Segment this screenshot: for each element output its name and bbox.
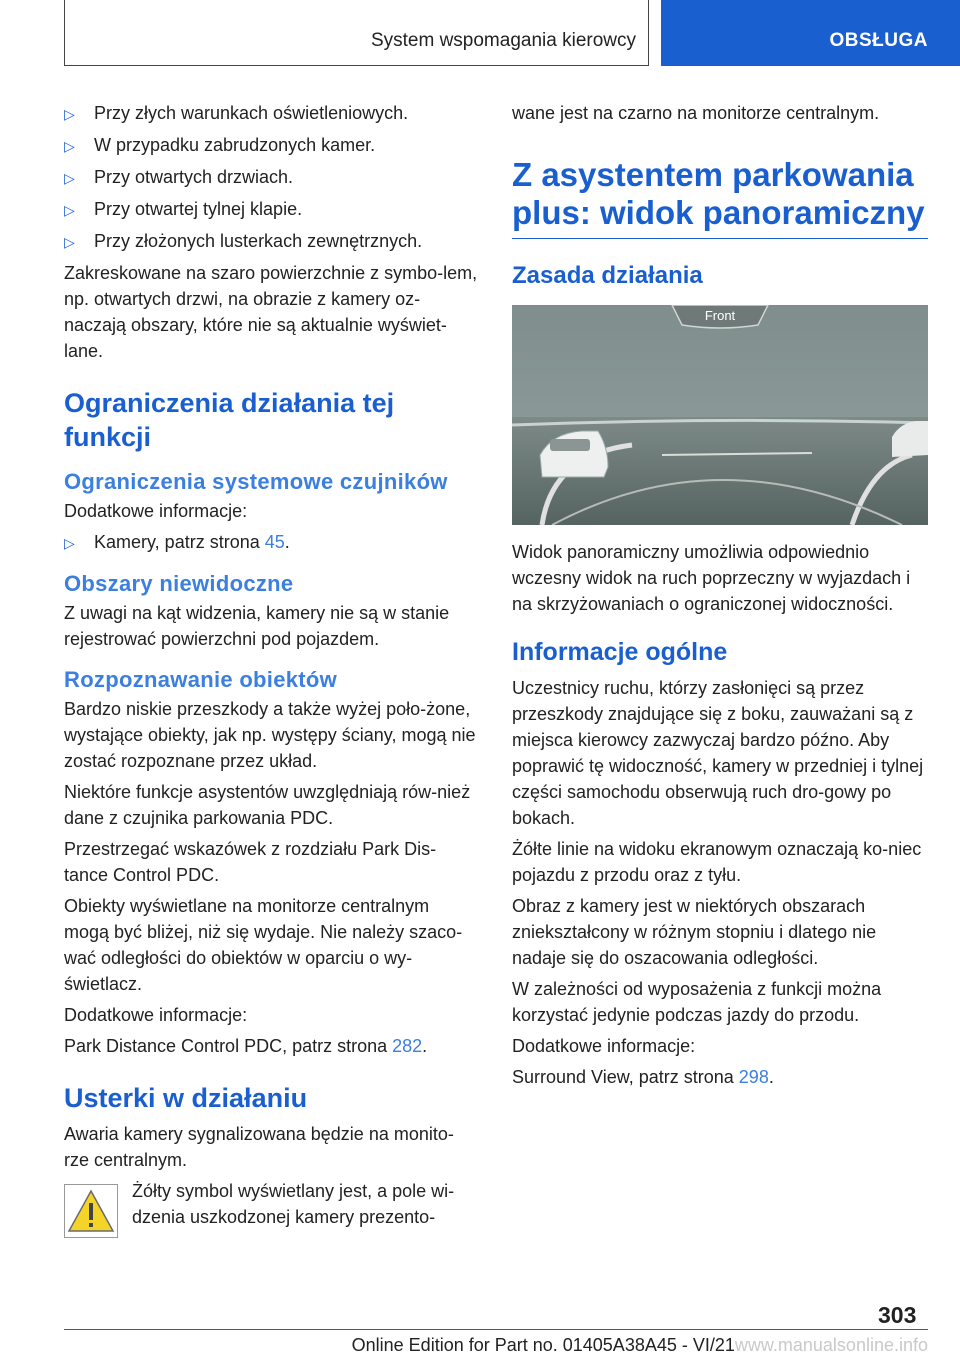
list-item: ▷ W przypadku zabrudzonych kamer.	[64, 132, 478, 159]
section-label: OBSŁUGA	[829, 30, 928, 51]
triangle-bullet-icon: ▷	[64, 535, 75, 551]
warning-triangle-icon	[64, 1184, 118, 1238]
paragraph: wane jest na czarno na monitorze centralnym.	[512, 103, 880, 123]
page-link-282[interactable]: 282	[392, 1036, 423, 1056]
front-label: Front	[704, 308, 736, 323]
watermark: www.manualsonline.info	[734, 1335, 928, 1355]
panoramic-camera-image	[512, 305, 928, 525]
warning-text: Żółty symbol wyświetlany jest, a pole wi-dzenia uszkodzonej kamery prezento-	[132, 1181, 455, 1227]
paragraph: Surround View, patrz strona 298.	[512, 1067, 774, 1087]
list-item: ▷ Przy otwartej tylnej klapie.	[64, 196, 478, 223]
paragraph: Awaria kamery sygnalizowana będzie na monito-rze centralnym.	[64, 1124, 454, 1170]
paragraph: Obiekty wyświetlane na monitorze centralnym mogą być bliżej, niż się wydaje. Nie należy szaco-wać odległości do obiektów w oparciu o wy-świetlacz.	[64, 896, 463, 994]
paragraph: Żółte linie na widoku ekranowym oznaczają ko-niec pojazdu z przodu oraz z tyłu.	[512, 839, 922, 885]
paragraph: Park Distance Control PDC, patrz strona 282.	[64, 1036, 428, 1056]
paragraph: Zakreskowane na szaro powierzchnie z symbo-lem, np. otwartych drzwi, na obrazie z kamery oz-naczają obszary, które nie są aktualnie wyświet-lane.	[64, 263, 478, 361]
warning-note	[64, 1178, 478, 1238]
chapter-title: System wspomagania kierowcy	[370, 30, 636, 51]
page-link-298[interactable]: 298	[738, 1067, 769, 1087]
paragraph: Dodatkowe informacje:	[512, 1036, 696, 1056]
paragraph: Dodatkowe informacje:	[64, 501, 248, 521]
paragraph: Uczestnicy ruchu, którzy zasłonięci są przez przeszkody znajdujące się z boku, zauważani są z miejsca kierowcy zazwyczaj bardzo późno. Aby poprawić tę widoczność, kamery w przedniej i tylnej części samochodu obserwują ruch dro-gowy po bokach.	[512, 678, 924, 828]
paragraph: Z uwagi na kąt widzenia, kamery nie są w stanie rejestrować powierzchni pod pojazdem.	[64, 603, 450, 649]
heading-faults: Usterki w działaniu	[64, 1083, 308, 1113]
heading-limits: Ograniczenia działania tej funkcji	[64, 388, 395, 452]
right-column	[512, 100, 928, 1095]
paragraph: Bardzo niskie przeszkody a także wyżej poło-żone, wystające obiekty, jak np. występy ściany, mogą nie zostać rozpoznane przez układ.	[64, 699, 476, 771]
footer-edition: Online Edition for Part no. 01405A38A45 - VI/21www.manualsonline.info	[351, 1335, 928, 1355]
header-title-box	[64, 0, 649, 66]
paragraph: Obraz z kamery jest w niektórych obszarach zniekształcony w różnym stopniu i dlatego nie nadaje się do oszacowania odległości.	[512, 896, 877, 968]
heading-principle: Zasada działania	[512, 262, 703, 289]
triangle-bullet-icon: ▷	[64, 202, 75, 218]
paragraph: Niektóre funkcje asystentów uwzględniają rów-nież dane z czujnika parkowania PDC.	[64, 782, 471, 828]
footer-divider	[64, 1329, 928, 1330]
heading-invisible-areas: Obszary niewidoczne	[64, 571, 294, 596]
list-item: ▷ Przy otwartych drzwiach.	[64, 164, 478, 191]
triangle-bullet-icon: ▷	[64, 106, 75, 122]
list-item: ▷ Przy złych warunkach oświetleniowych.	[64, 100, 478, 127]
paragraph: Dodatkowe informacje:	[64, 1005, 248, 1025]
heading-panoramic-view: Z asystentem parkowania plus: widok panoramiczny	[512, 156, 928, 239]
triangle-bullet-icon: ▷	[64, 138, 75, 154]
left-column	[64, 100, 478, 1238]
triangle-bullet-icon: ▷	[64, 170, 75, 186]
heading-general-info: Informacje ogólne	[512, 638, 728, 666]
paragraph: Przestrzegać wskazówek z rozdziału Park Dis-tance Control PDC.	[64, 839, 437, 885]
header-section-tab	[661, 0, 960, 66]
list-item: ▷ Przy złożonych lusterkach zewnętrznych.	[64, 228, 478, 255]
heading-object-detection: Rozpoznawanie obiektów	[64, 667, 338, 692]
heading-sensors: Ograniczenia systemowe czujników	[64, 469, 448, 494]
list-item: ▷ Kamery, patrz strona 45.	[64, 529, 478, 556]
page-link-45[interactable]: 45	[264, 532, 285, 552]
paragraph: W zależności od wyposażenia z funkcji można korzystać jedynie podczas jazdy do przodu.	[512, 979, 882, 1025]
paragraph: Widok panoramiczny umożliwia odpowiednio wczesny widok na ruch poprzeczny w wyjazdach i na skrzyżowaniach o ograniczonej widoczności.	[512, 542, 911, 614]
triangle-bullet-icon: ▷	[64, 234, 75, 250]
page-number: 303	[878, 1302, 917, 1328]
